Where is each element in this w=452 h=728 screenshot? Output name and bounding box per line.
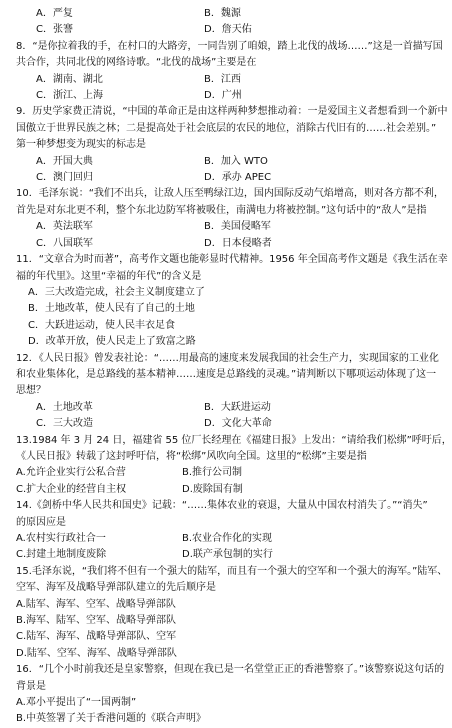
q13-options-row-1: [16, 465, 442, 481]
q8-stem-line-1: 8．“是你拉着我的手，在村口的大路旁，一同告别了咱娘，踏上北伐的战场……”这是一首描写国: [16, 40, 443, 52]
q8-option-a: A．湖南、湖北: [36, 73, 103, 85]
q12-option-a: A．土地改革: [36, 401, 93, 413]
q9-stem-line-1: 9．历史学家费正清说，“中国的革命正是由这样两种梦想推动着：一是爱国主义者想看到一个新中: [16, 106, 448, 118]
q9-option-b: B．加入 WTO: [204, 155, 268, 167]
q10-option-d: D．日本侵略者: [204, 237, 272, 249]
exam-page: [16, 6, 452, 728]
q11-option-a: A．三大改造完成，社会主义制度建立了: [28, 286, 205, 298]
q14-options-row-1: [16, 531, 442, 547]
q15-option-c: C.陆军、海军、战略导弹部队、空军: [16, 631, 177, 643]
q9-option-c: C．澳门回归: [36, 172, 93, 184]
q12-options-row-1: [16, 400, 442, 416]
q12-stem-line-2: 和农业集体化，是总路线的基本精神……速度是总路线的灵魂。”请判断以下哪项运动体现了这一: [16, 368, 437, 380]
q10-option-c: C．八国联军: [36, 237, 93, 249]
q10-option-a: A．英法联军: [36, 221, 93, 233]
q7-options-row-2: [16, 22, 442, 38]
q7-option-d: D．詹天佑: [204, 24, 252, 36]
q14-option-a: A.农村实行政社合一: [16, 533, 106, 544]
q12-stem-line-1: 12．《人民日报》曾发表社论：“……用最高的速度来发展我国的社会生产力，实现国家的工业化: [16, 352, 439, 364]
q10-stem-line-2: 首先是对东北更不利，整个东北边防军将被吸住，南满电力将被控制。”这句话中的“敌人”是指: [16, 204, 427, 216]
q11-stem-line-2: 福的年代里》。这里“幸福的年代”的含义是: [16, 270, 202, 282]
q9-stem-line-2: 国傲立于世界民族之林；二是提高处于社会底层的农民的地位，消除古代旧有的……社会差别。”: [16, 122, 437, 134]
q8-option-c: C．浙江、上海: [36, 90, 103, 102]
q10-options-row-1: [16, 219, 442, 235]
q12-stem-line-3: 思想？: [16, 385, 46, 397]
q8-stem-line-2: 共合作，共同北伐的网络诗歌。“北伐的战场”主要是在: [16, 57, 257, 69]
q9-options-row-1: [16, 154, 442, 170]
q13-option-b: B.推行公司制: [182, 467, 243, 479]
q14-option-b: B.农业合作化的实现: [182, 533, 273, 544]
q16-option-b: B.中英签署了关于香港问题的《联合声明》: [16, 713, 207, 725]
q13-stem-line-2: 《人民日报》转载了这封呼吁信，将“松绑”风吹向全国。这里的“松绑”主要是指: [16, 450, 367, 462]
q9-option-a: A．开国大典: [36, 155, 93, 167]
q15-option-a: A.陆军、海军、空军、战略导弹部队: [16, 598, 176, 610]
q16-stem-line-1: 16．“几个小时前我还是皇家警察，但现在我已是一名堂堂正正的香港警察了。”该警察说这句话的: [16, 664, 445, 676]
q14-options-row-2: [16, 547, 442, 563]
q15-stem-line-2: 空军、海军及战略导弹部队建立的先后顺序是: [16, 582, 216, 594]
q8-options-row-1: [16, 72, 442, 88]
q14-stem-line-2: 的原因应是: [16, 516, 66, 528]
q13-option-a: A.允许企业实行公私合营: [16, 467, 126, 479]
q7-option-a: A．严复: [36, 8, 73, 19]
q10-stem-line-1: 10．毛泽东说：“我们不出兵，让敌人压至鸭绿江边，国内国际反动气焰增高，则对各方都不利，: [16, 188, 444, 200]
q12-options-row-2: [16, 416, 442, 432]
q7-option-c: C．张謇: [36, 24, 73, 36]
q14-stem-line-1: 14.《剑桥中华人民共和国史》记载：“……集体农业的衰退，大量从中国农村消失了。”“消失”: [16, 500, 428, 512]
q15-option-d: D.陆军、空军、海军、战略导弹部队: [16, 647, 177, 659]
q13-options-row-2: [16, 482, 442, 498]
q11-stem-line-1: 11．“文章合为时而著”，高考作文题也能彰显时代精神。1956 年全国高考作文题是《我生活在幸: [16, 254, 448, 266]
q8-option-b: B．江西: [204, 73, 241, 85]
q13-option-d: D.废除国有制: [182, 483, 243, 495]
q11-option-d: D．改革开放，使人民走上了致富之路: [28, 336, 196, 348]
q14-option-d: D.联产承包制的实行: [182, 549, 273, 561]
q11-option-b: B．土地改革，使人民有了自己的土地: [28, 303, 195, 315]
q14-option-c: C.封建土地制度废除: [16, 549, 107, 561]
q8-options-row-2: [16, 88, 442, 104]
q11-option-c: C．大跃进运动，使人民丰衣足食: [28, 319, 175, 331]
q7-option-b: B．魏源: [204, 8, 241, 19]
q15-stem-line-1: 15.毛泽东说，“我们将不但有一个强大的陆军，而且有一个强大的空军和一个强大的海军。”陆军、: [16, 565, 448, 577]
q10-options-row-2: [16, 236, 442, 252]
q13-option-c: C.扩大企业的经营自主权: [16, 483, 127, 495]
q13-stem-line-1: 13.1984 年 3 月 24 日，福建省 55 位厂长经理在《福建日报》上发出：“请给我们松绑”呼吁后，: [16, 434, 452, 446]
q9-option-d: D．承办 APEC: [204, 172, 272, 184]
q15-option-b: B.海军、陆军、空军、战略导弹部队: [16, 615, 177, 627]
q16-stem-line-2: 背景是: [16, 680, 46, 692]
q9-options-row-2: [16, 170, 442, 186]
q10-option-b: B．美国侵略军: [204, 221, 271, 233]
q8-option-d: D．广州: [204, 90, 242, 102]
q7-options-row-1: [16, 6, 442, 22]
q12-option-d: D．文化大革命: [204, 418, 272, 430]
q9-stem-line-3: 第一种梦想变为现实的标志是: [16, 139, 146, 151]
q12-option-b: B．大跃进运动: [204, 401, 271, 413]
q16-option-a: A.邓小平提出了“一国两制”: [16, 697, 137, 709]
q12-option-c: C．三大改造: [36, 418, 93, 430]
